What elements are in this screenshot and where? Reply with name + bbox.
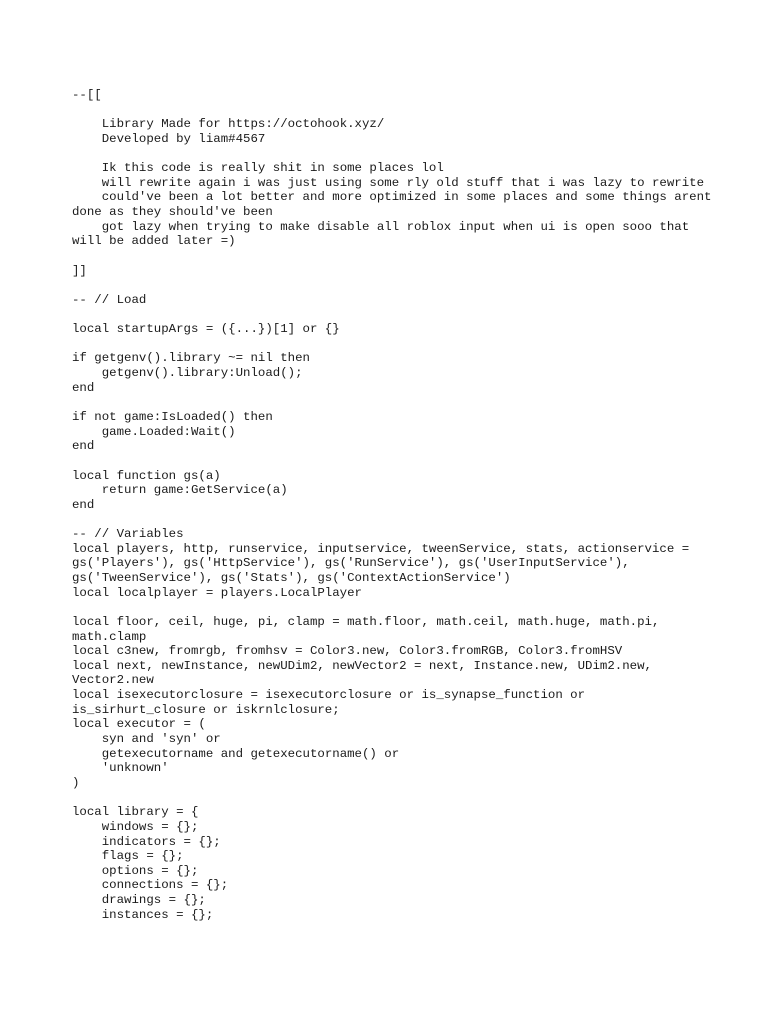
- code-line: flags = {};: [72, 849, 184, 864]
- code-line: options = {};: [72, 863, 199, 878]
- code-line: Developed by liam#4567: [72, 131, 266, 146]
- code-line: could've been a lot better and more optimized in some places and some things arent done as they should've been: [72, 190, 719, 220]
- code-line: local c3new, fromrgb, fromhsv = Color3.new, Color3.fromRGB, Color3.fromHSV: [72, 644, 623, 659]
- code-line: [72, 308, 712, 323]
- code-line: windows = {};: [72, 819, 199, 834]
- code-line: local function gs(a): [72, 468, 221, 483]
- code-line: ]]: [72, 263, 87, 278]
- code-line: return game:GetService(a): [72, 483, 288, 498]
- code-line: 'unknown': [72, 761, 169, 776]
- code-line: instances = {};: [72, 907, 214, 922]
- code-line: drawings = {};: [72, 893, 206, 908]
- code-line: local localplayer = players.LocalPlayer: [72, 585, 362, 600]
- code-line: syn and 'syn' or: [72, 732, 221, 747]
- code-line: Library Made for https://octohook.xyz/: [72, 117, 385, 132]
- code-line: [72, 147, 712, 162]
- code-line: ): [72, 775, 80, 790]
- code-line: local library = {: [72, 805, 199, 820]
- code-line: if getgenv().library ~= nil then: [72, 351, 310, 366]
- code-line: [72, 278, 712, 293]
- code-line: end: [72, 380, 95, 395]
- code-line: -- // Load: [72, 292, 147, 307]
- code-line: will rewrite again i was just using some rly old stuff that i was lazy to rewrite: [72, 175, 705, 190]
- code-line: --[[: [72, 88, 102, 102]
- code-line: local executor = (: [72, 717, 206, 732]
- code-line: local isexecutorclosure = isexecutorclosure or is_synapse_function or is_sirhurt_closure or iskrnlclosure;: [72, 688, 593, 717]
- code-line: [72, 454, 712, 469]
- code-line: local floor, ceil, huge, pi, clamp = math.floor, math.ceil, math.huge, math.pi, math.clamp: [72, 614, 667, 644]
- code-line: local next, newInstance, newUDim2, newVector2 = next, Instance.new, UDim2.new, Vector2.new: [72, 658, 660, 688]
- code-line: [72, 249, 712, 264]
- code-line: Ik this code is really shit in some places lol: [72, 161, 444, 176]
- code-block: [72, 88, 719, 922]
- code-line: -- // Variables: [72, 527, 184, 542]
- code-line: connections = {};: [72, 878, 229, 893]
- code-line: if not game:IsLoaded() then: [72, 409, 273, 424]
- code-line: game.Loaded:Wait(): [72, 424, 236, 439]
- code-line: [72, 512, 712, 527]
- code-line: local startupArgs = ({...})[1] or {}: [72, 322, 340, 337]
- code-line: local players, http, runservice, inputservice, tweenService, stats, actionservice = gs('Players'), gs('HttpService'), gs('RunService'), gs('UserInputService'), gs('TweenService'), gs('Stats'), gs('ContextActionService'): [72, 541, 697, 585]
- code-line: [72, 600, 712, 615]
- code-line: [72, 395, 712, 410]
- code-line: end: [72, 497, 95, 512]
- code-line: getexecutorname and getexecutorname() or: [72, 746, 400, 761]
- code-line: [72, 791, 712, 806]
- code-line: end: [72, 439, 95, 454]
- code-line: getgenv().library:Unload();: [72, 366, 303, 381]
- code-line: [72, 337, 712, 352]
- code-line: [72, 103, 712, 118]
- code-line: got lazy when trying to make disable all roblox input when ui is open sooo that will be added later =): [72, 219, 697, 249]
- code-line: indicators = {};: [72, 834, 221, 849]
